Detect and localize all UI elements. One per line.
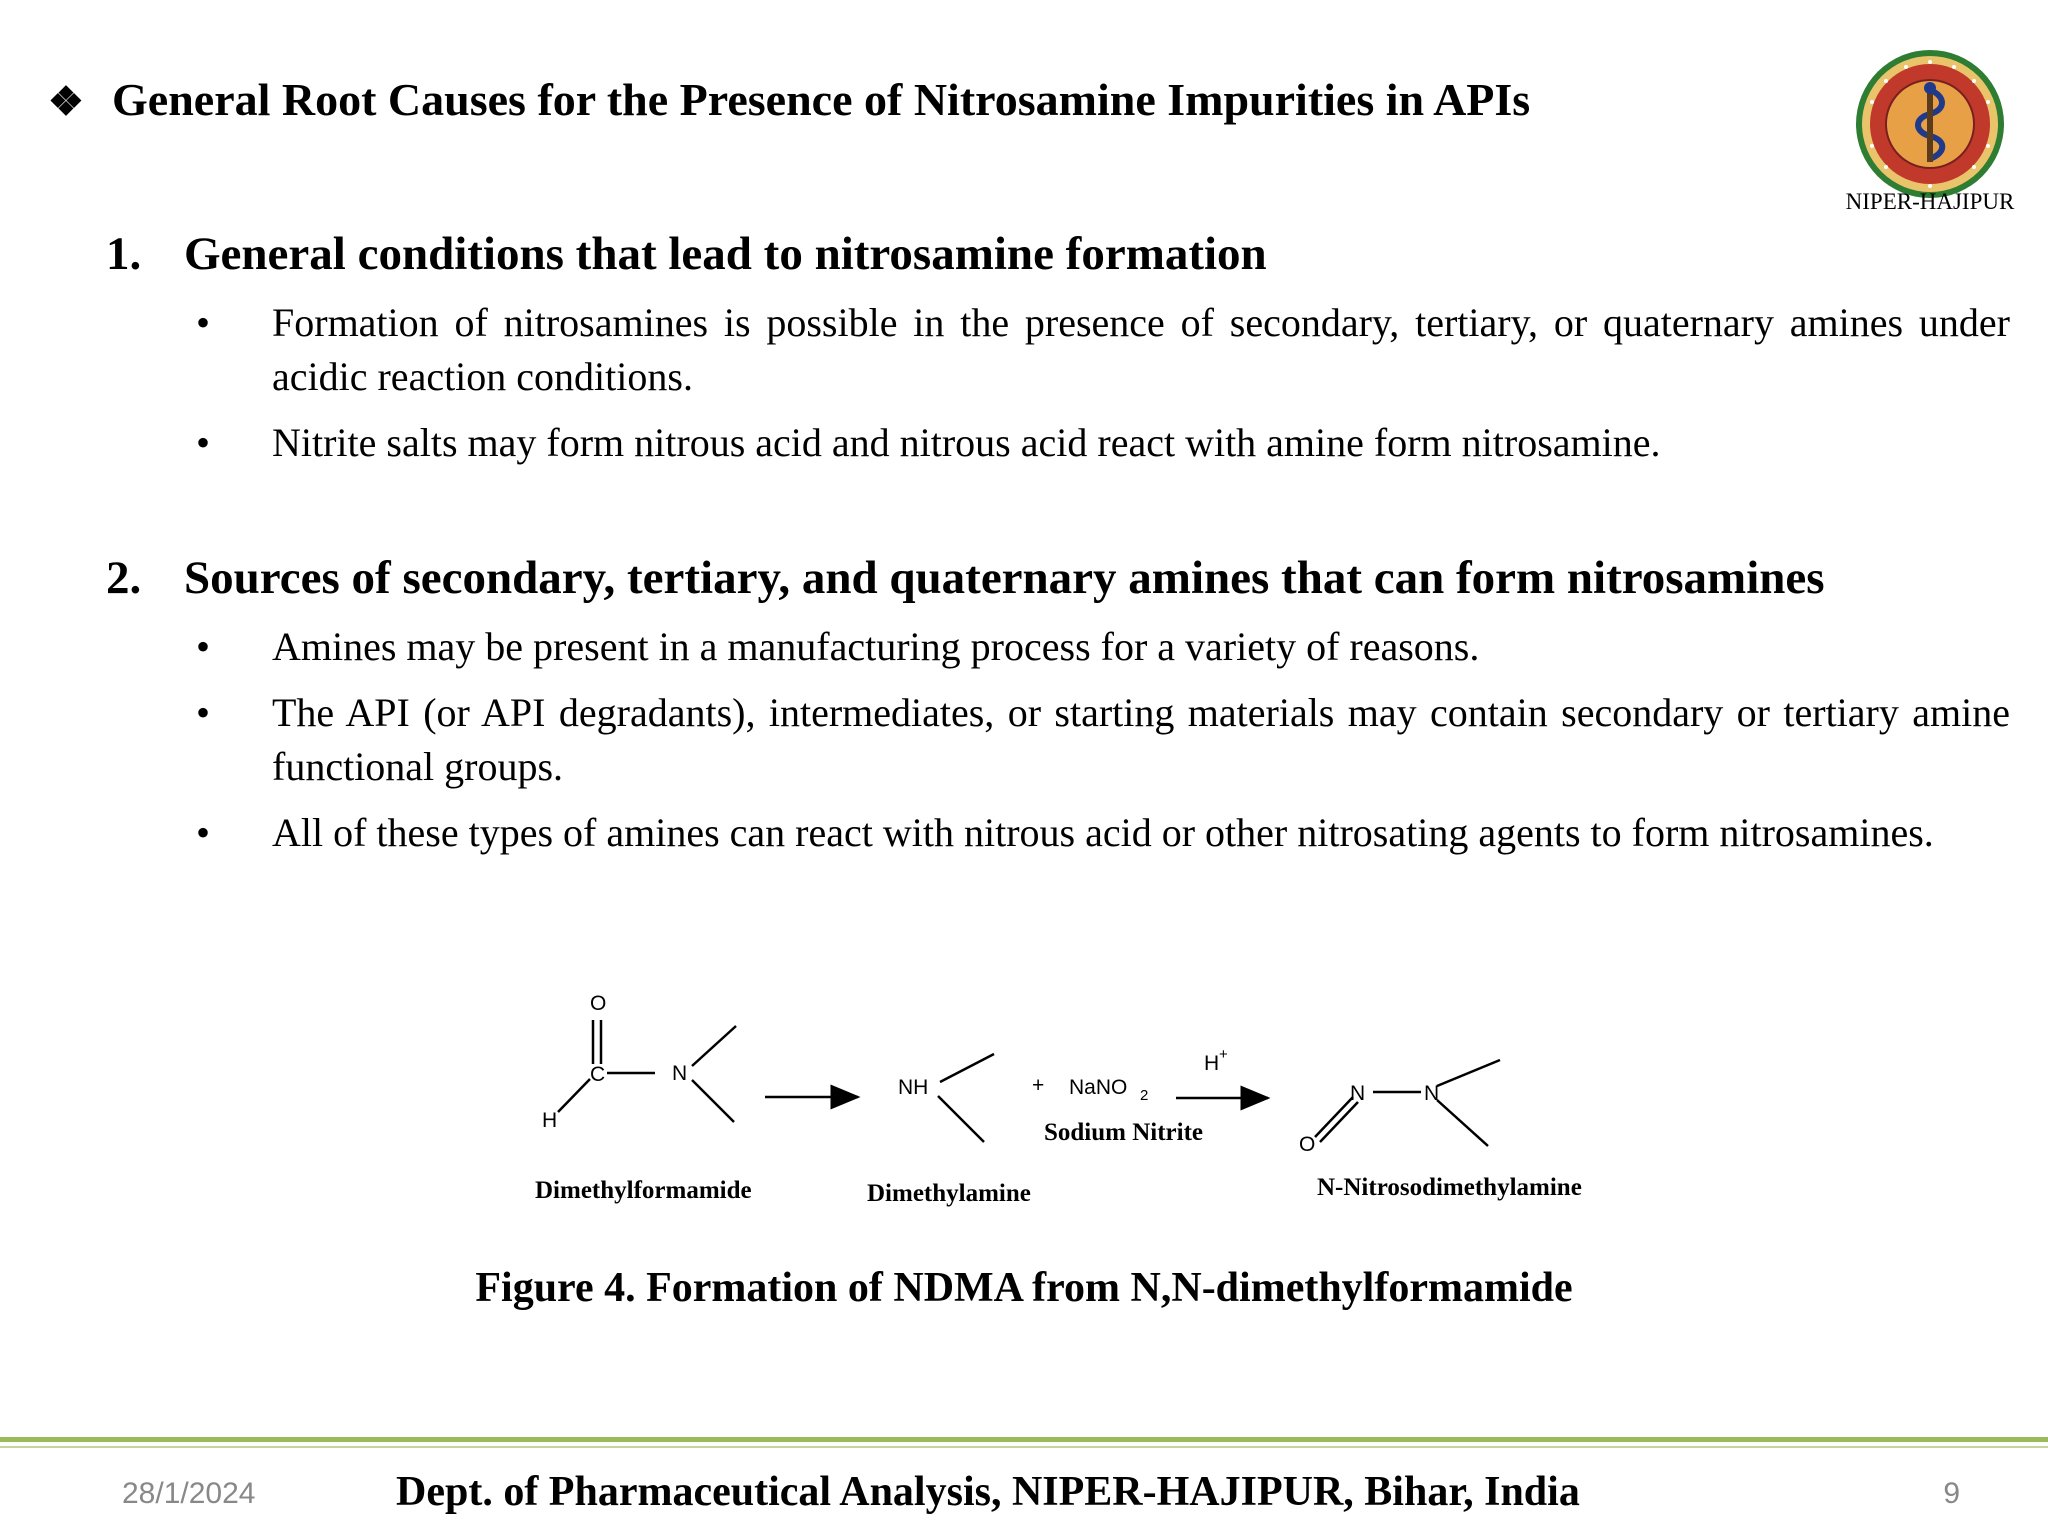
compound-label-ndma: N-Nitrosodimethylamine — [1317, 1174, 1582, 1201]
footer-divider-thin — [0, 1446, 2048, 1448]
compound-label-sodium-nitrite: Sodium Nitrite — [1044, 1119, 1204, 1146]
bullet-icon: • — [196, 690, 211, 735]
compound-label-dma: Dimethylamine — [867, 1180, 1031, 1207]
atom-label: + — [1219, 1046, 1228, 1063]
niper-logo — [1854, 48, 2006, 200]
slide-number: 9 — [1943, 1477, 1960, 1510]
atom-label: NaNO — [1069, 1076, 1128, 1099]
atom-label: H — [542, 1109, 558, 1132]
figure-caption: Figure 4. Formation of NDMA from N,N-dimethylformamide — [475, 1265, 1573, 1311]
compound-label-dmf: Dimethylformamide — [535, 1177, 752, 1204]
section-heading-text: Sources of secondary, tertiary, and quaternary amines that can form nitrosamines — [184, 552, 1825, 604]
diamond-bullet-icon: ❖ — [48, 79, 84, 124]
list-item — [196, 416, 2010, 470]
list-item — [196, 806, 2010, 860]
footer-date: 28/1/2024 — [122, 1477, 256, 1510]
bullet-icon: • — [196, 300, 211, 345]
atom-label: N — [1424, 1082, 1440, 1105]
atom-label: N — [1350, 1082, 1366, 1105]
bullet-text: Nitrite salts may form nitrous acid and nitrous acid react with amine form nitrosamine. — [272, 420, 1661, 465]
atom-label: C — [590, 1063, 606, 1086]
section-heading-text: General conditions that lead to nitrosamine formation — [184, 228, 1267, 280]
bullet-icon: • — [196, 420, 211, 465]
atom-label: NH — [898, 1076, 929, 1099]
logo-caption: NIPER-HAJIPUR — [1845, 189, 2015, 214]
section-number: 2. — [106, 552, 142, 604]
slide-title — [48, 72, 1828, 130]
bullet-icon: • — [196, 624, 211, 669]
bullet-text: All of these types of amines can react with nitrous acid or other nitrosating agents to form nitrosamines. — [272, 810, 1934, 855]
section-heading-2 — [106, 550, 1825, 606]
atom-label: H — [1204, 1052, 1220, 1075]
section-heading-1 — [106, 226, 1267, 282]
atom-label: 2 — [1140, 1087, 1149, 1104]
list-item — [196, 296, 2010, 404]
footer-department: Dept. of Pharmaceutical Analysis, NIPER-HAJIPUR, Bihar, India — [396, 1469, 1580, 1515]
slide-title-text: General Root Causes for the Presence of Nitrosamine Impurities in APIs — [112, 74, 1531, 125]
bullet-text: Formation of nitrosamines is possible in the presence of secondary, tertiary, or quaternary amines under acidic reaction conditions. — [272, 300, 2010, 399]
reaction-scheme — [500, 970, 1650, 1220]
bullet-icon: • — [196, 810, 211, 855]
bullet-text: The API (or API degradants), intermediates, or starting materials may contain secondary or tertiary amine functional groups. — [272, 690, 2010, 789]
atom-label: O — [590, 992, 607, 1015]
list-item — [196, 686, 2010, 794]
atom-label: + — [1032, 1074, 1045, 1097]
section-number: 1. — [106, 228, 142, 280]
atom-label: O — [1299, 1133, 1316, 1156]
bullet-text: Amines may be present in a manufacturing process for a variety of reasons. — [272, 624, 1480, 669]
list-item — [196, 620, 2010, 674]
footer-divider — [0, 1437, 2048, 1442]
atom-label: N — [672, 1062, 688, 1085]
